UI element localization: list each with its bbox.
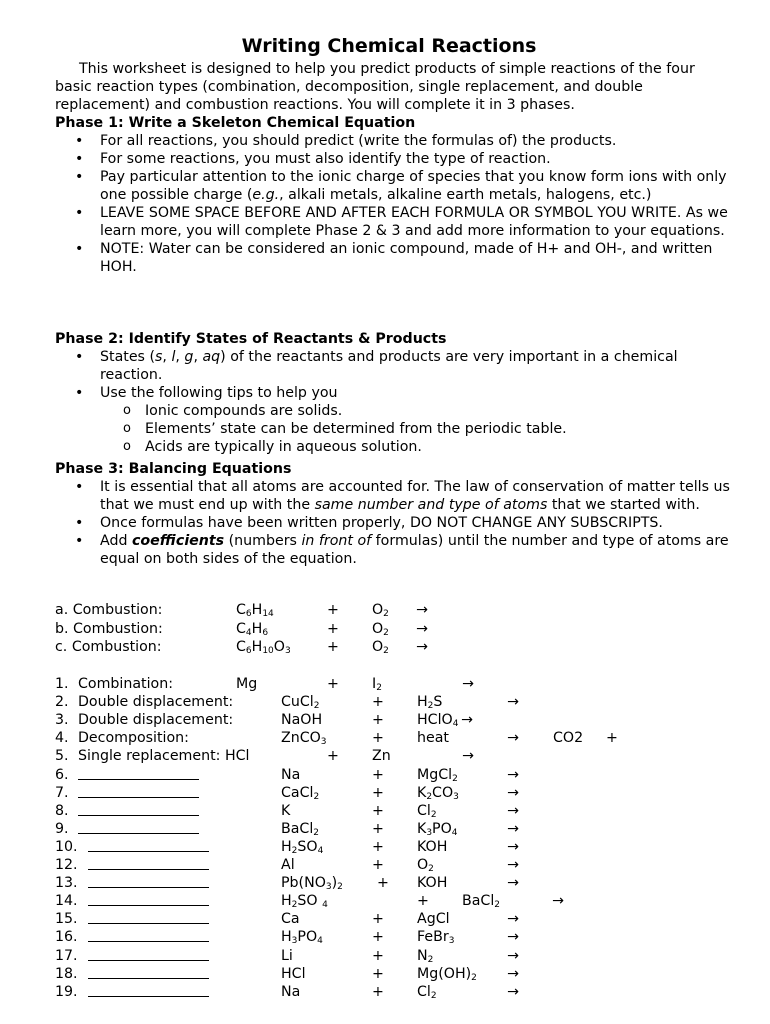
reaction-type: Double displacement: <box>78 712 234 729</box>
arrow: → <box>507 947 519 964</box>
combustion-row <box>0 620 770 638</box>
reaction-row <box>0 965 770 983</box>
phase3-bullet-3 <box>55 532 735 568</box>
phase3-bullet-3-text-a: Add <box>100 533 132 549</box>
reaction-row <box>0 910 770 928</box>
reaction-type-blank <box>78 802 199 820</box>
phase2-subbullet-1-text: Ionic compounds are solids. <box>145 403 343 419</box>
plus-sign: + <box>327 676 339 692</box>
reactant-formula: Na <box>281 983 301 1000</box>
phase2-bullet-1 <box>55 348 735 384</box>
reactant-formula: NaOH <box>281 712 323 729</box>
reaction-row <box>0 693 770 711</box>
reaction-type-blank <box>78 766 199 784</box>
reaction-number: 14. <box>55 893 78 910</box>
reactant-1 <box>236 601 274 619</box>
reactant-2 <box>417 983 437 1001</box>
plus-sign: + <box>372 965 384 982</box>
reaction-type-blank <box>88 874 209 892</box>
phase3-bullet-1-italic: same number and type of atoms <box>314 497 548 513</box>
answer-blank[interactable] <box>88 965 209 979</box>
reaction-type: Combination: <box>78 676 173 692</box>
answer-blank[interactable] <box>88 892 209 906</box>
answer-blank[interactable] <box>88 983 209 997</box>
plus-sign: + <box>372 694 384 711</box>
arrow: → <box>507 983 519 1000</box>
reactant-formula: heat <box>417 730 449 747</box>
answer-blank[interactable] <box>78 802 199 816</box>
reactant-formula: $O_2$ <box>417 857 434 874</box>
answer-blank[interactable] <box>88 838 209 852</box>
plus-sign: + <box>372 730 384 747</box>
reactant-formula: MgCl$_2$ <box>417 766 458 784</box>
reactant-2 <box>417 928 454 946</box>
reactant-formula: CaCl$_2$ <box>281 784 320 802</box>
intro-paragraph <box>55 60 735 114</box>
phase1-bullet-2: • For some reactions, you must also identify the type of reaction. <box>55 150 735 168</box>
reactant-2 <box>417 820 458 838</box>
reaction-row <box>0 947 770 965</box>
reactant-formula: $Cl_2$ <box>417 983 437 1001</box>
reaction-number: 4. <box>55 730 69 747</box>
phase1-bullet-3-text-a: Pay particular attention to the ionic charge of species that you know form ions with only one possible charge ( <box>100 169 727 203</box>
combustion-label: b. Combustion: <box>55 620 163 637</box>
phase1-bullets <box>55 132 735 276</box>
reactant-1 <box>281 711 322 729</box>
plus-sign: + <box>372 712 384 729</box>
reactant-1 <box>281 693 319 711</box>
plus-sign: + <box>417 893 429 910</box>
reactant-2 <box>372 601 389 619</box>
reactant-1 <box>281 928 323 946</box>
arrow: → <box>507 857 519 873</box>
phase2-subbullet-3 <box>55 438 735 456</box>
arrow: → <box>507 929 519 946</box>
arrow: → <box>507 820 519 837</box>
reactant-formula: FeBr$_3$ <box>417 929 455 947</box>
plus-sign: + <box>377 875 389 892</box>
reaction-number: 17. <box>55 947 78 964</box>
phase2-subbullet-3-text: Acids are typically in aqueous solution. <box>145 439 422 455</box>
reaction-number: 19. <box>55 983 78 1000</box>
reactant-2 <box>417 910 450 928</box>
reactant-1 <box>281 820 319 838</box>
reactant-formula: AgCl <box>417 911 450 928</box>
reactant-formula: Al <box>281 857 295 873</box>
reaction-row <box>0 729 770 747</box>
reaction-number: 7. <box>55 784 69 801</box>
reactant-2 <box>417 856 434 874</box>
arrow: → <box>507 694 519 711</box>
reactant-2 <box>417 766 458 784</box>
phase1-bullet-3 <box>55 168 735 204</box>
reaction-row <box>0 892 770 910</box>
phase1-bullet-1: • For all reactions, you should predict (write the formulas of) the products. <box>55 132 735 150</box>
fuel-formula: $C_4H_6$ <box>236 620 269 638</box>
plus-sign: + <box>327 748 339 765</box>
reactant-1 <box>281 965 306 983</box>
reactant-2 <box>372 620 389 638</box>
phase1-bullet-3-text-b: , alkali metals, alkaline earth metals, halogens, etc.) <box>279 187 652 203</box>
reaction-row <box>0 838 770 856</box>
oxygen-formula: $O_2$ <box>372 602 389 619</box>
reaction-number: 8. <box>55 802 69 819</box>
arrow: → <box>507 766 519 783</box>
phase3-heading: Phase 3: Balancing Equations <box>55 461 292 477</box>
reactant-1 <box>236 675 257 693</box>
reactant-formula: $N_2$ <box>417 947 434 965</box>
intro-text: This worksheet is designed to help you predict products of simple reactions of the four basic reaction types (combination, decomposition, single replacement, and double replacement) and combustion reactions. You will complete it in 3 phases. <box>55 61 695 113</box>
reactant-1 <box>281 856 295 874</box>
reactant-formula: $Cl_2$ <box>417 802 437 820</box>
product-1: CO2 <box>553 730 584 747</box>
reaction-type-blank <box>88 892 209 910</box>
arrow: → <box>507 911 519 928</box>
plus-sign: + <box>372 929 384 946</box>
reactant-1 <box>281 892 328 910</box>
reactant-formula: Li <box>281 947 293 964</box>
phase2-bullets <box>55 348 735 456</box>
reactant-1 <box>281 729 327 747</box>
reaction-row <box>0 928 770 946</box>
reactant-formula: $K_3PO_4$ <box>417 820 458 838</box>
oxygen-formula: $O_2$ <box>372 620 389 638</box>
phase2-bullet-2: • Use the following tips to help you <box>55 384 735 402</box>
reactant-2 <box>372 675 382 693</box>
reaction-row <box>0 784 770 802</box>
plus-sign: + <box>372 947 384 964</box>
arrow: → <box>507 838 519 855</box>
state-g: g <box>184 349 194 365</box>
phase3-bullet-1-text-b: that we started with. <box>547 497 700 513</box>
plus-sign: + <box>327 639 339 655</box>
reactant-1 <box>281 947 293 965</box>
reactant-formula: $Pb(NO_3)_2$ <box>281 875 343 893</box>
phase3-bullets <box>55 478 735 568</box>
reactant-formula: HCl <box>281 965 306 982</box>
phase2-subbullet-1 <box>55 402 735 420</box>
phase2-bullet-1-text-b: ) of the reactants and products are very important in a chemical reaction. <box>100 349 678 383</box>
reaction-number: 16. <box>55 929 78 946</box>
reactant-1 <box>281 983 300 1001</box>
plus-sign: + <box>372 766 384 783</box>
reaction-row <box>0 820 770 838</box>
reactant-2 <box>372 638 389 656</box>
reaction-row <box>0 856 770 874</box>
reactant-2 <box>417 711 458 729</box>
answer-blank[interactable] <box>78 766 199 780</box>
phase3-bullet-1-text-a: It is essential that all atoms are accounted for. The law of conservation of matter tells us that we must end up with the <box>100 479 730 513</box>
reaction-type-blank <box>88 856 209 874</box>
reaction-number: 6. <box>55 766 69 783</box>
arrow: → <box>507 730 519 747</box>
reaction-row <box>0 766 770 784</box>
answer-blank[interactable] <box>88 928 209 942</box>
plus-sign: + <box>372 838 384 855</box>
plus-sign: + <box>327 620 339 637</box>
reactant-formula: $H_2SO_4$ <box>281 838 324 856</box>
reaction-row <box>0 874 770 892</box>
reaction-type-blank <box>88 928 209 946</box>
plus-sign: + <box>372 857 384 873</box>
comma-1: , <box>162 349 172 365</box>
sub-bullet-marker: o <box>123 439 131 454</box>
reaction-row <box>0 983 770 1001</box>
arrow: → <box>462 676 474 692</box>
reaction-type-blank <box>78 784 199 802</box>
reaction-type-blank <box>88 947 209 965</box>
reaction-number: 2. <box>55 694 69 711</box>
phase2-subbullet-2-text: Elements’ state can be determined from the periodic table. <box>145 421 567 437</box>
reaction-number: 5. <box>55 748 69 765</box>
reactant-formula: $I_2$ <box>372 676 382 693</box>
reactant-2 <box>417 802 437 820</box>
reactant-formula: ZnCO$_3$ <box>281 730 327 748</box>
reaction-number: 10. <box>55 838 78 855</box>
reactant-2 <box>417 947 433 965</box>
plus-sign: + <box>372 983 384 1000</box>
reaction-type-blank <box>88 983 209 1001</box>
fuel-formula: $C_6H_{10}O_3$ <box>236 639 291 656</box>
reaction-type-blank <box>88 910 209 928</box>
plus-sign: + <box>372 802 384 819</box>
reaction-number: 15. <box>55 911 78 928</box>
reaction-number: 18. <box>55 965 78 982</box>
phase2-heading: Phase 2: Identify States of Reactants & Products <box>55 331 447 347</box>
reactant-2 <box>417 693 442 711</box>
reactant-2 <box>417 965 477 983</box>
phase2-bullet-1-text-a: States ( <box>100 349 155 365</box>
phase2-subbullet-2 <box>55 420 735 438</box>
answer-blank[interactable] <box>88 856 209 870</box>
reaction-type: Single replacement: HCl <box>78 748 250 765</box>
arrow: → <box>416 639 428 655</box>
reactant-formula: $H_2S$ <box>417 694 443 712</box>
reaction-row <box>0 711 770 729</box>
reactant-1 <box>281 784 319 802</box>
reaction-row <box>0 802 770 820</box>
reactant-1 <box>281 766 300 784</box>
state-aq: aq <box>202 349 221 365</box>
reaction-number: 12. <box>55 857 78 873</box>
reactant-1 <box>236 620 268 638</box>
reaction-type: Decomposition: <box>78 730 189 747</box>
arrow: → <box>507 784 519 801</box>
phase1-bullet-5: • NOTE: Water can be considered an ionic compound, made of H+ and OH-, and written HOH. <box>55 240 735 276</box>
phase1-heading: Phase 1: Write a Skeleton Chemical Equation <box>55 115 416 131</box>
reactant-formula: KOH <box>417 838 448 855</box>
reactant-formula: $H_2SO$ $_4$ <box>281 893 328 911</box>
reaction-type-blank <box>78 820 199 838</box>
comma-2: , <box>175 349 185 365</box>
combustion-row <box>0 601 770 619</box>
sub-bullet-marker: o <box>123 403 131 418</box>
combustion-label: c. Combustion: <box>55 639 162 655</box>
reactant-1 <box>281 910 300 928</box>
sub-bullet-marker: o <box>123 421 131 436</box>
plus-sign: + <box>372 911 384 928</box>
plus-sign: + <box>327 602 339 618</box>
arrow: → <box>552 893 564 910</box>
reactant-2 <box>462 892 500 910</box>
answer-blank[interactable] <box>78 784 199 798</box>
reaction-number: 1. <box>55 676 69 692</box>
arrow: → <box>461 712 473 729</box>
reaction-type-blank <box>88 838 209 856</box>
reaction-number: 9. <box>55 820 69 837</box>
phase1-bullet-4: • LEAVE SOME SPACE BEFORE AND AFTER EACH FORMULA OR SYMBOL YOU WRITE. As we learn more, you will complete Phase 2 & 3 and add more information to your equations. <box>55 204 735 240</box>
answer-blank[interactable] <box>88 874 209 888</box>
combustion-row <box>0 638 770 656</box>
reactant-1 <box>236 638 291 656</box>
reactant-formula: BaCl$_2$ <box>462 893 501 911</box>
reaction-type-blank <box>88 965 209 983</box>
oxygen-formula: $O_2$ <box>372 639 389 656</box>
reactant-1 <box>281 838 323 856</box>
plus-sign: + <box>372 784 384 801</box>
state-l: l <box>171 349 176 365</box>
phase3-bullet-2: • Once formulas have been written properly, DO NOT CHANGE ANY SUBSCRIPTS. <box>55 514 735 532</box>
phase3-bullet-3-text-b: (numbers <box>224 533 302 549</box>
reactant-2 <box>417 784 459 802</box>
answer-blank[interactable] <box>78 820 199 834</box>
reactant-formula: Zn <box>372 748 391 765</box>
reactant-2 <box>417 874 447 892</box>
answer-blank[interactable] <box>88 947 209 961</box>
reactant-1 <box>281 874 343 892</box>
reactant-1 <box>281 802 290 820</box>
reactant-formula: Na <box>281 766 301 783</box>
reactant-formula: $H_3PO_4$ <box>281 929 323 947</box>
reactant-formula: $K_2CO_3$ <box>417 784 459 802</box>
phase1-bullet-3-eg: e.g. <box>252 187 280 203</box>
reactant-formula: $Mg(OH)_2$ <box>417 965 477 983</box>
answer-blank[interactable] <box>88 910 209 924</box>
reactant-formula: BaCl$_2$ <box>281 820 320 838</box>
reactant-formula: CuCl$_2$ <box>281 694 320 712</box>
arrow: → <box>462 748 474 765</box>
reactant-2 <box>372 747 391 765</box>
reactant-formula: KOH <box>417 875 448 892</box>
state-s: s <box>155 349 163 365</box>
reaction-type: Double displacement: <box>78 694 234 711</box>
reaction-row <box>0 747 770 765</box>
arrow: → <box>507 875 519 892</box>
comma-3: , <box>193 349 203 365</box>
reactant-formula: Ca <box>281 911 300 928</box>
plus-sign: + <box>372 820 384 837</box>
phase3-bullet-1 <box>55 478 735 514</box>
reactant-formula: HClO$_4$ <box>417 712 459 730</box>
arrow: → <box>507 802 519 819</box>
reaction-number: 3. <box>55 712 69 729</box>
arrow: → <box>507 965 519 982</box>
phase3-bullet-3-text-c: formulas) until the number and type of atoms are equal on both sides of the equation. <box>100 533 729 567</box>
arrow: → <box>416 620 428 637</box>
reactant-formula: Mg <box>236 676 258 692</box>
reaction-row <box>0 675 770 693</box>
combustion-label: a. Combustion: <box>55 602 163 618</box>
fuel-formula: $C_6H_{14}$ <box>236 602 274 619</box>
phase3-bullet-3-coefficients: coefficients <box>131 533 225 549</box>
reactant-2 <box>417 838 447 856</box>
reactant-formula: K <box>281 802 291 819</box>
phase3-bullet-3-italic: in front of <box>301 533 372 549</box>
reaction-number: 13. <box>55 875 78 892</box>
plus-sign: + <box>606 730 618 747</box>
arrow: → <box>416 602 428 618</box>
page-title: Writing Chemical Reactions <box>241 35 537 57</box>
reactant-2 <box>417 729 449 747</box>
